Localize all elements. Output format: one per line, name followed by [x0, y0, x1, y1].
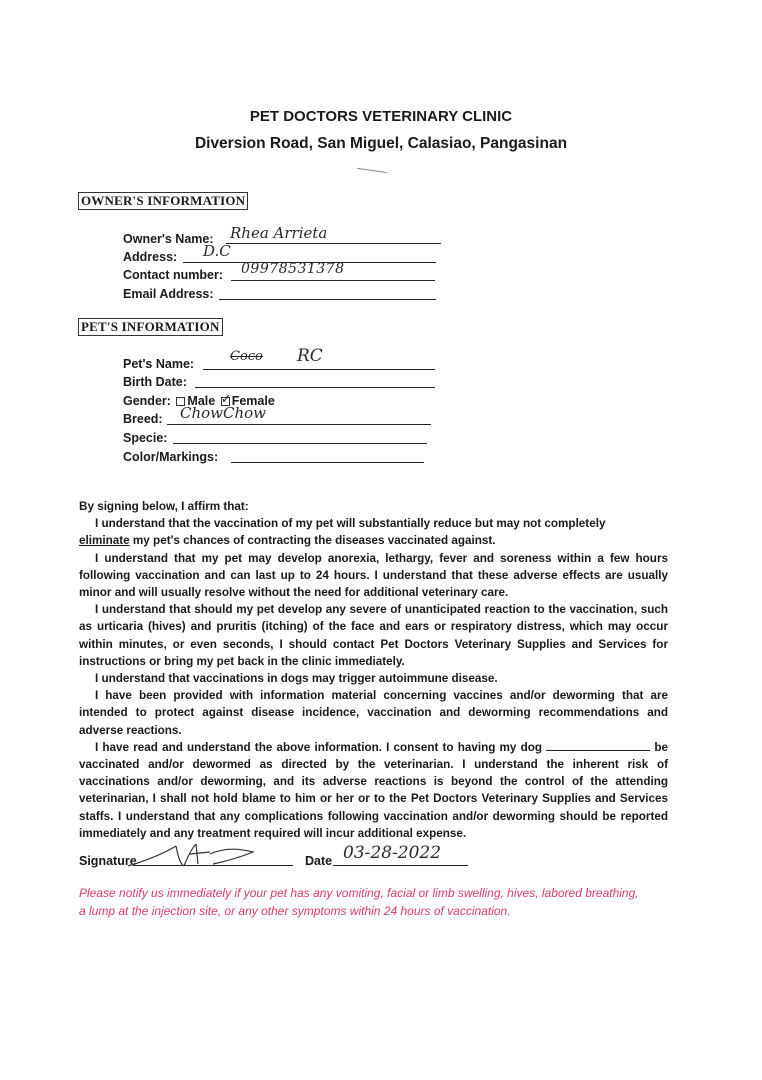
- email-label: Email Address:: [123, 287, 214, 301]
- owner-name-line[interactable]: [226, 243, 441, 244]
- affirmation-p5: I have been provided with information material concerning vaccines and/or deworming that are intended to protect against disease incidence, vaccination and deworming recommendations and adverse reactions.: [79, 689, 668, 737]
- address-label: Address:: [123, 250, 178, 264]
- affirmation-p2: I understand that my pet may develop anorexia, lethargy, fever and soreness within a few hours following vaccination and can last up to 24 hours. I understand that these adverse effects are usually minor and will usually resolve without the need for additional veterinary care.: [79, 551, 668, 600]
- color-label: Color/Markings:: [123, 450, 219, 464]
- address-value: D.C: [203, 242, 231, 260]
- pet-name-line[interactable]: [203, 369, 435, 370]
- specie-label: Specie:: [123, 431, 168, 445]
- owner-name-value: Rhea Arrieta: [230, 224, 328, 242]
- stray-mark: [357, 168, 387, 174]
- pet-section-title: PET'S INFORMATION: [78, 318, 223, 336]
- birth-date-line[interactable]: [195, 387, 435, 388]
- post-vaccination-notice: Please notify us immediately if your pet has any vomiting, facial or limb swelling, hives, labored breathing, a lump at the injection site, or any other symptoms within 24 hours of vaccination.: [79, 886, 639, 918]
- affirmation-intro: By signing below, I affirm that:: [79, 500, 249, 513]
- affirmation-p3: I understand that should my pet develop any severe of unanticipated reaction to the vaccination, such as urticaria (hives) and pruritis (itching) of the face and ears or respiratory distress, which may occur within minutes, or even seconds, I should contact Pet Doctors Veterinary Supplies and Services for instructions or bring my pet back in the clinic immediately.: [79, 603, 668, 668]
- date-line[interactable]: [333, 865, 468, 866]
- birth-date-label: Birth Date:: [123, 375, 187, 389]
- signature-label: Signature: [79, 854, 137, 868]
- affirmation-p6: I have read and understand the above information. I consent to having my dog be vaccinated and/or dewormed as directed by the veterinarian. I understand the inherent risk of vaccinations and/or deworming, and its adverse reactions is beyond the control of the attending veterinarian, I shall not hold blame to him or her or to the Pet Doctors Veterinary Supplies and Services staffs. I understand that any complications following vaccination and/or deworming should be reported immediately and any treatment required will incur additional expense.: [79, 740, 668, 840]
- color-line[interactable]: [231, 462, 424, 463]
- signature-scribble: [118, 836, 268, 872]
- male-option: Male: [187, 394, 216, 408]
- date-label: Date: [305, 854, 333, 868]
- pet-name-label: Pet's Name:: [123, 357, 195, 371]
- clinic-address: Diversion Road, San Miguel, Calasiao, Pangasinan: [194, 135, 568, 152]
- clinic-name: PET DOCTORS VETERINARY CLINIC: [249, 108, 513, 125]
- breed-label: Breed:: [123, 412, 163, 426]
- date-value: 03-28-2022: [343, 843, 442, 863]
- female-option: Female: [231, 394, 275, 408]
- affirmation-p4: I understand that vaccinations in dogs may trigger autoimmune disease.: [95, 672, 498, 686]
- affirmation-block: [79, 498, 668, 842]
- breed-line[interactable]: [167, 424, 431, 425]
- contact-label: Contact number:: [123, 268, 223, 282]
- pet-name-value: RC: [297, 346, 323, 366]
- dog-name-blank[interactable]: [546, 740, 650, 751]
- gender-label: Gender:: [123, 394, 171, 408]
- pet-name-struck: Coco: [230, 349, 263, 364]
- checkmark-icon: ✓: [220, 392, 232, 408]
- affirmation-p1: I understand that the vaccination of my pet will substantially reduce but may not completely eliminate my pet's chances of contracting the diseases vaccinated against.: [79, 517, 606, 548]
- email-line[interactable]: [219, 299, 436, 300]
- contact-value: 09978531378: [241, 261, 345, 277]
- owner-name-label: Owner's Name:: [123, 232, 214, 246]
- specie-line[interactable]: [173, 443, 427, 444]
- owner-section-title: OWNER'S INFORMATION: [78, 192, 248, 210]
- breed-value: ChowChow: [180, 404, 267, 422]
- contact-line[interactable]: [231, 280, 435, 281]
